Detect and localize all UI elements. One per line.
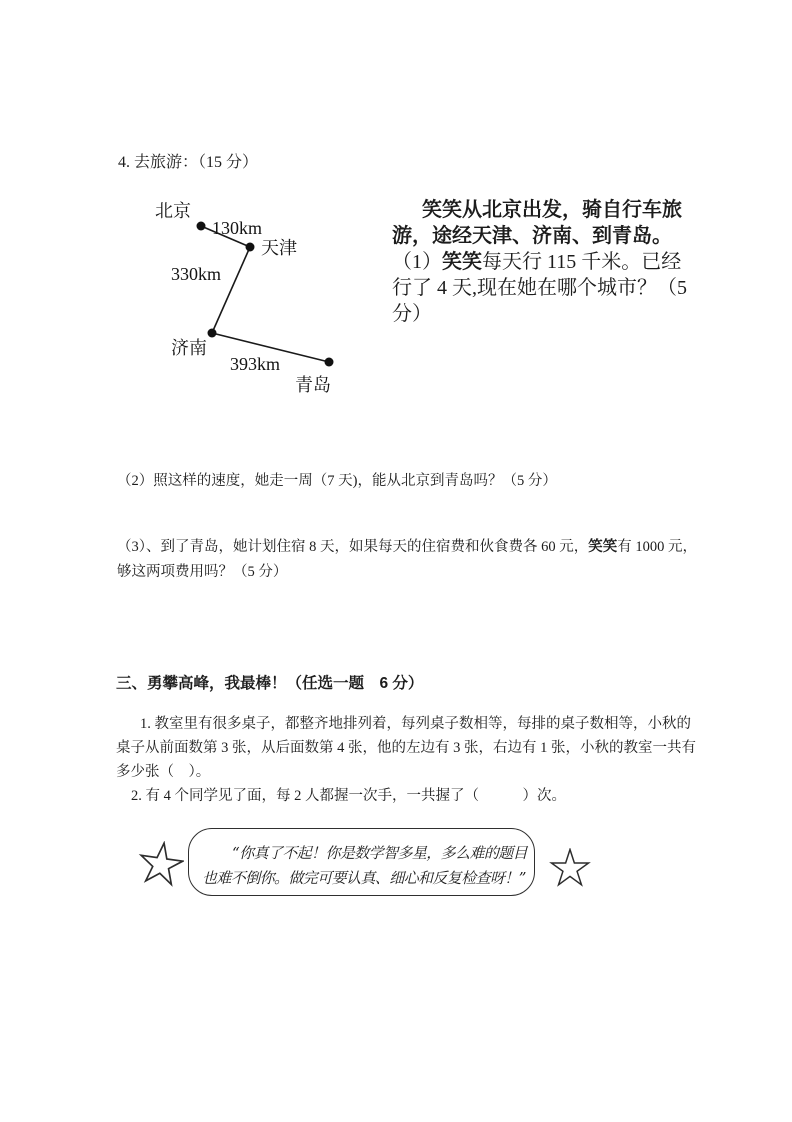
problem4-q2: （2）照这样的速度，她走一周（7 天)，能从北京到青岛吗？（5 分） bbox=[117, 473, 557, 489]
distance-jinan-qingdao: 393km bbox=[230, 354, 281, 374]
jinan-dot bbox=[208, 329, 217, 338]
route-line-tianjin-jinan bbox=[212, 247, 250, 333]
qingdao-dot bbox=[325, 358, 334, 367]
problem4-q1-line1 bbox=[392, 249, 714, 275]
problem4-q1-line2: 行了 4 天,现在她在哪个城市？（5 bbox=[392, 277, 687, 299]
section3-p1-line3: 多少张（ ）。 bbox=[116, 764, 211, 780]
problem4-q3-line1 bbox=[117, 535, 717, 560]
jinan-label: 济南 bbox=[171, 338, 207, 358]
section3-p1-line1: 1. 教室里有很多桌子，都整齐地排列着，每列桌子数相等，每排的桌子数相等，小秋的 bbox=[140, 716, 691, 732]
q1-character-name: 笑笑 bbox=[442, 251, 482, 273]
q1-prefix: （1） bbox=[392, 251, 442, 273]
star-right-icon bbox=[548, 848, 592, 890]
beijing-dot bbox=[197, 222, 206, 231]
star-left-shape bbox=[138, 841, 184, 886]
q1-line1-rest: 每天行 115 千米。已经 bbox=[482, 251, 682, 273]
problem4-text-column bbox=[392, 197, 714, 327]
problem4-intro-line1: 笑笑从北京出发，骑自行车旅 bbox=[422, 199, 682, 221]
problem4-title: 4. 去旅游：（15 分） bbox=[118, 154, 259, 171]
distance-beijing-tianjin: 130km bbox=[212, 218, 263, 238]
problem4-intro-line2: 游，途经天津、济南、到青岛。 bbox=[392, 225, 672, 247]
section3-problem1 bbox=[116, 712, 716, 784]
tianjin-label: 天津 bbox=[261, 238, 297, 258]
encouragement-line2: 也难不倒你。做完可要认真、细心和反复检查呀！” bbox=[202, 869, 526, 887]
section3-heading: 三、勇攀高峰，我最棒！（任选一题 6 分） bbox=[116, 675, 424, 692]
beijing-label: 北京 bbox=[155, 201, 191, 221]
encouragement-box bbox=[188, 828, 535, 896]
problem4-q3-line2: 够这两项费用吗？（5 分） bbox=[117, 564, 288, 580]
q3-line1-pre: （3）、到了青岛，她计划住宿 8 天，如果每天的住宿费和伙食费各 60 元， bbox=[117, 539, 589, 555]
encouragement-line1: “你真了不起！你是数学智多星，多么难的题目 bbox=[232, 844, 528, 862]
star-right-shape bbox=[551, 849, 588, 884]
section3-problem2: 2. 有 4 个同学见了面，每 2 人都握一次手，一共握了（ ）次。 bbox=[131, 788, 566, 804]
problem4-q1-line3: 分） bbox=[392, 303, 432, 325]
qingdao-label: 青岛 bbox=[295, 375, 331, 395]
q3-character-name: 笑笑 bbox=[588, 539, 618, 555]
problem4-q3 bbox=[117, 535, 717, 585]
star-left-icon bbox=[138, 841, 184, 889]
q3-line1-post: 有 1000 元， bbox=[617, 539, 697, 555]
tianjin-dot bbox=[246, 243, 255, 252]
route-diagram bbox=[140, 195, 355, 400]
section3-p1-line2: 桌子从前面数第 3 张，从后面数第 4 张，他的左边有 3 张，右边有 1 张，小秋的教室一共有 bbox=[116, 740, 696, 756]
distance-tianjin-jinan: 330km bbox=[171, 264, 222, 284]
